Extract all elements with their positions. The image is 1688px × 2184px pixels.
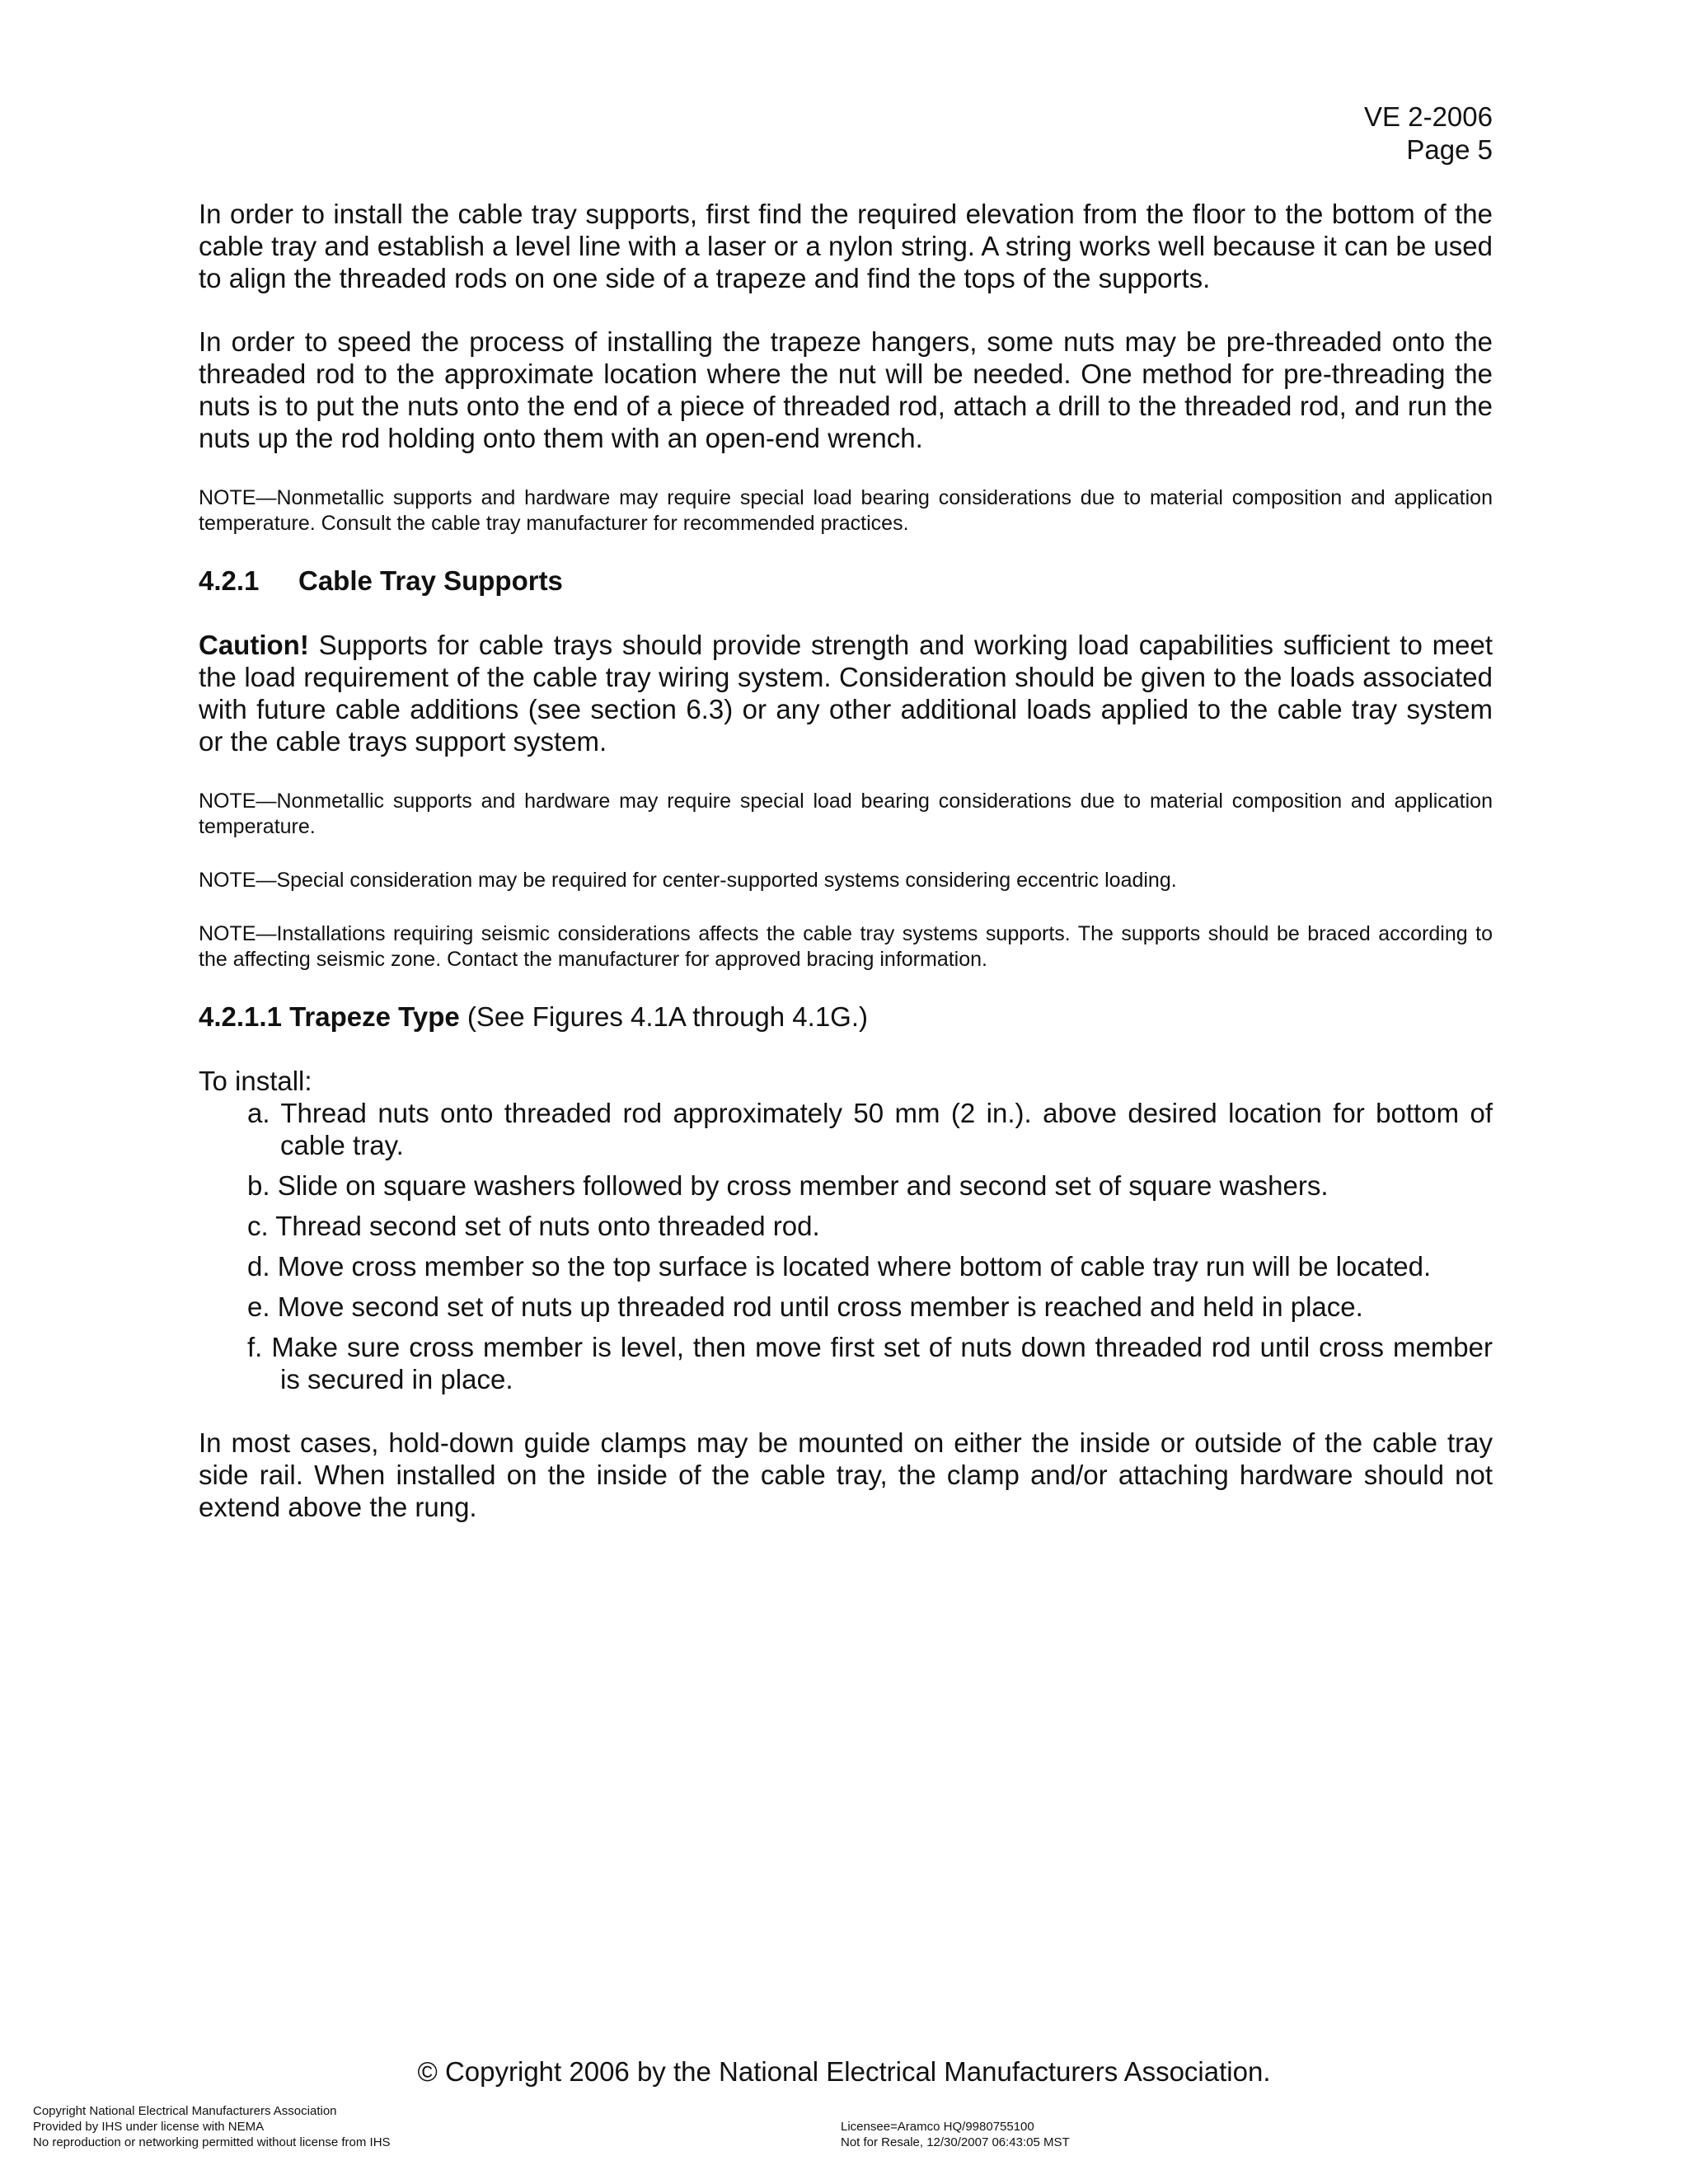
footer-license-left — [33, 2103, 391, 2150]
install-step: b. Slide on square washers followed by cross member and second set of square washers. — [247, 1170, 1329, 1201]
install-step: c. Thread second set of nuts onto threaded rod. — [247, 1211, 820, 1241]
section-title: Cable Tray Supports — [298, 565, 563, 596]
install-step: d. Move cross member so the top surface is located where bottom of cable tray run will be located. — [247, 1251, 1432, 1282]
footer-line: No reproduction or networking permitted without license from IHS — [33, 2135, 391, 2149]
footer-license-right — [841, 2119, 1070, 2150]
note-nonmetallic-2: NOTE—Nonmetallic supports and hardware may require special load bearing considerations due to material composition and application temperature. — [199, 790, 1493, 838]
install-step: a. Thread nuts onto threaded rod approximately 50 mm (2 in.). above desired location for bottom of cable tray. — [247, 1098, 1493, 1160]
section-number: 4.2.1 — [199, 565, 260, 596]
note-nonmetallic-1: NOTE—Nonmetallic supports and hardware may require special load bearing considerations due to material composition and application temperature. Consult the cable tray manufacturer for recommended practices. — [199, 486, 1493, 535]
footer-line: Copyright National Electrical Manufacturers Association — [33, 2104, 337, 2118]
install-step: e. Move second set of nuts up threaded rod until cross member is reached and held in place. — [247, 1291, 1363, 1322]
caution-text: Supports for cable trays should provide strength and working load capabilities sufficient to meet the load requirement of the cable tray wiring system. Consideration should be given to the loads associated with future cable additions (see section 6.3) or any other additional loads applied to the cable tray system or the cable trays support system. — [199, 630, 1493, 757]
caution-label: Caution! — [199, 630, 309, 660]
note-center-supported: NOTE—Special consideration may be required for center-supported systems considering eccentric loading. — [199, 869, 1177, 892]
document-body — [199, 198, 1493, 1554]
copyright-line: © Copyright 2006 by the National Electrical Manufacturers Association. — [417, 2056, 1271, 2087]
subsection-figure-ref: (See Figures 4.1A through 4.1G.) — [459, 1001, 869, 1032]
install-step: f. Make sure cross member is level, then move first set of nuts down threaded rod until cross member is secured in place. — [247, 1332, 1493, 1394]
footer-line: Not for Resale, 12/30/2007 06:43:05 MST — [841, 2135, 1070, 2149]
paragraph-hold-down-clamps: In most cases, hold-down guide clamps may be mounted on either the inside or outside of the cable tray side rail. When installed on the inside of the cable tray, the clamp and/or attaching hardware should not extend above the rung. — [199, 1427, 1493, 1522]
caution-paragraph — [199, 629, 1493, 757]
document-id: VE 2-2006 — [1364, 101, 1493, 132]
section-heading — [199, 565, 1493, 598]
subsection-heading — [199, 1001, 1493, 1033]
paragraph-install-supports: In order to install the cable tray supports, first find the required elevation from the floor to the bottom of the cable tray and establish a level line with a laser or a nylon string. A string works well because it can be used to align the threaded rods on one side of a trapeze and find the tops of the supports. — [199, 199, 1493, 293]
paragraph-pre-threading: In order to speed the process of installing the trapeze hangers, some nuts may be pre-threaded onto the threaded rod to the approximate location where the nut will be needed. One method for pre-threading the nuts is to put the nuts onto the end of a piece of threaded rod, attach a drill to the threaded rod, and run the nuts up the rod holding onto them with an open-end wrench. — [199, 326, 1493, 453]
footer-line: Licensee=Aramco HQ/9980755100 — [841, 2120, 1034, 2134]
footer-line: Provided by IHS under license with NEMA — [33, 2120, 265, 2134]
install-label: To install: — [199, 1066, 312, 1096]
note-seismic: NOTE—Installations requiring seismic considerations affects the cable tray systems supports. The supports should be braced according to the affecting seismic zone. Contact the manufacturer for approved bracing information. — [199, 922, 1493, 971]
page-number: Page 5 — [1406, 134, 1493, 165]
install-steps-list — [199, 1097, 1493, 1395]
page-header — [1364, 101, 1493, 166]
subsection-title: 4.2.1.1 Trapeze Type — [199, 1001, 460, 1032]
